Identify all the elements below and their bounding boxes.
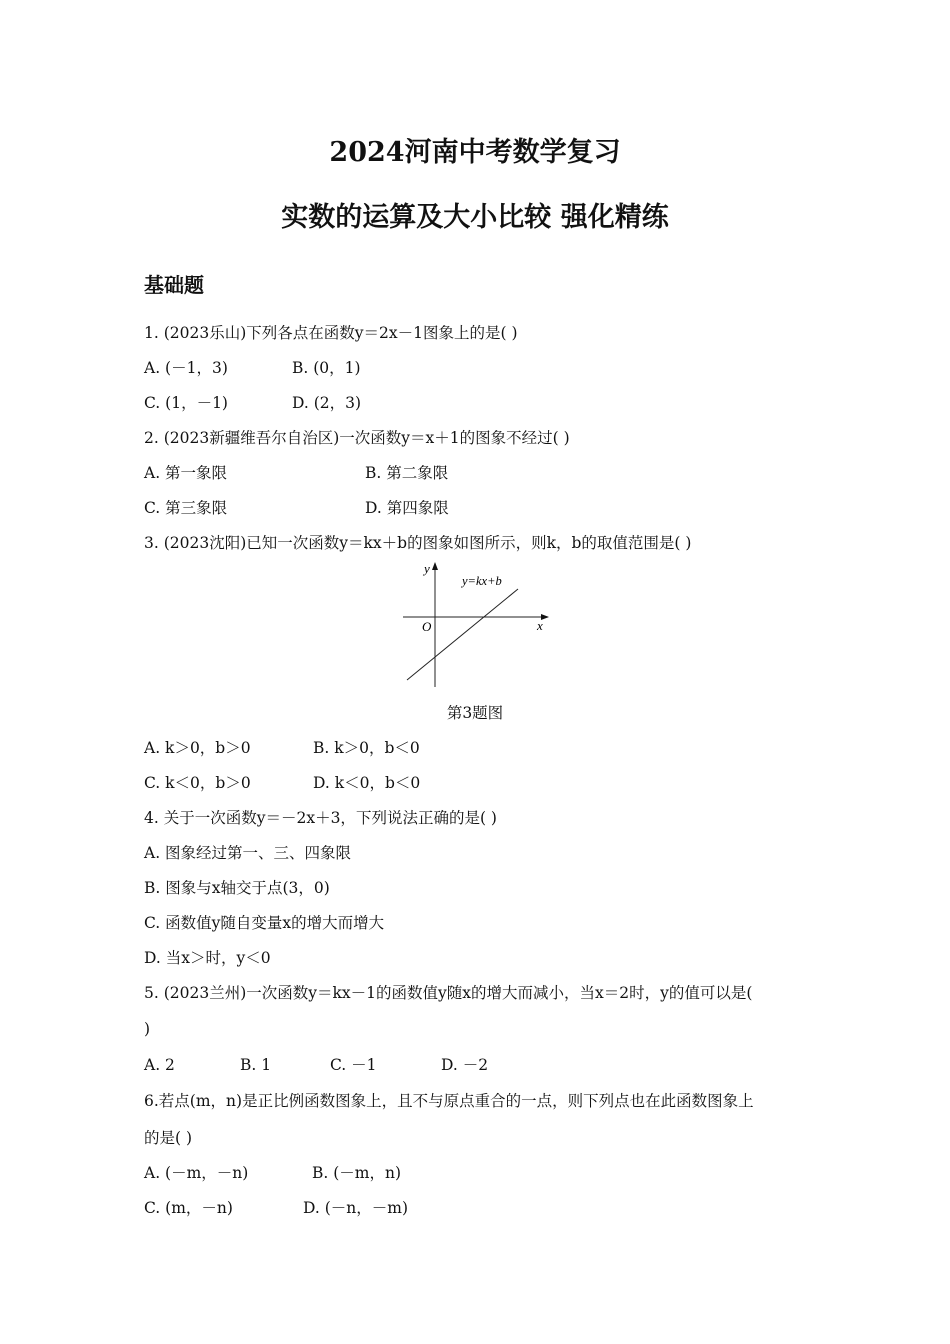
question-1-option-a: A. (－1，3) (144, 359, 228, 377)
page-title: 2024河南中考数学复习 (329, 137, 621, 168)
question-4-option-c: C. 函数值y随自变量x的增大而增大 (144, 914, 385, 932)
question-6-option-c: C. (m，－n) (144, 1199, 233, 1217)
question-4-stem: 4. 关于一次函数y＝－2x＋3，下列说法正确的是( ) (144, 809, 497, 827)
question-2-option-d: D. 第四象限 (365, 499, 449, 517)
question-5-option-a: A. 2 (144, 1056, 175, 1074)
x-axis-label: x (537, 618, 543, 633)
question-5-stem-continued: ) (144, 1020, 151, 1038)
question-1-stem: 1. (2023乐山)下列各点在函数y＝2x－1图象上的是( ) (144, 324, 518, 342)
question-6-option-b: B. (－m，n) (312, 1164, 402, 1182)
question-3-option-c: C. k＜0，b＞0 (144, 774, 251, 792)
question-5-stem: 5. (2023兰州)一次函数y＝kx－1的函数值y随x的增大而减小，当x＝2时，y的值可以是( (144, 984, 753, 1002)
figure-caption: 第3题图 (446, 704, 504, 722)
question-3-stem: 3. (2023沈阳)已知一次函数y＝kx＋b的图象如图所示，则k，b的取值范围是( ) (144, 534, 692, 552)
question-2-stem: 2. (2023新疆维吾尔自治区)一次函数y＝x＋1的图象不经过( ) (144, 429, 570, 447)
question-6-option-a: A. (－m，－n) (144, 1164, 249, 1182)
origin-label: O (422, 619, 432, 634)
question-1-option-b: B. (0，1) (292, 359, 361, 377)
question-5-option-c: C. －1 (330, 1056, 377, 1074)
question-6-stem: 6.若点(m，n)是正比例函数图象上，且不与原点重合的一点，则下列点也在此函数图象上 (144, 1092, 754, 1110)
question-2-option-c: C. 第三象限 (144, 499, 228, 517)
question-4-option-d: D. 当x＞时，y＜0 (144, 949, 271, 967)
question-3-graph (395, 558, 555, 693)
y-axis-label: y (424, 561, 430, 576)
question-2-option-b: B. 第二象限 (365, 464, 449, 482)
question-6-stem-continued: 的是( ) (144, 1129, 193, 1147)
function-line (407, 589, 518, 680)
question-3-option-b: B. k＞0，b＜0 (313, 739, 420, 757)
question-3-option-d: D. k＜0，b＜0 (313, 774, 421, 792)
page-subtitle: 实数的运算及大小比较 强化精练 (281, 202, 669, 233)
question-4-option-a: A. 图象经过第一、三、四象限 (144, 844, 352, 862)
question-5-option-b: B. 1 (240, 1056, 272, 1074)
question-4-option-b: B. 图象与x轴交于点(3，0) (144, 879, 330, 897)
line-equation-label: y=kx+b (462, 574, 502, 588)
question-2-option-a: A. 第一象限 (144, 464, 228, 482)
question-6-option-d: D. (－n，－m) (303, 1199, 409, 1217)
question-5-option-d: D. －2 (441, 1056, 489, 1074)
question-1-option-d: D. (2，3) (292, 394, 362, 412)
section-heading: 基础题 (144, 273, 204, 297)
question-3-option-a: A. k＞0，b＞0 (144, 739, 251, 757)
question-1-option-c: C. (1，－1) (144, 394, 228, 412)
